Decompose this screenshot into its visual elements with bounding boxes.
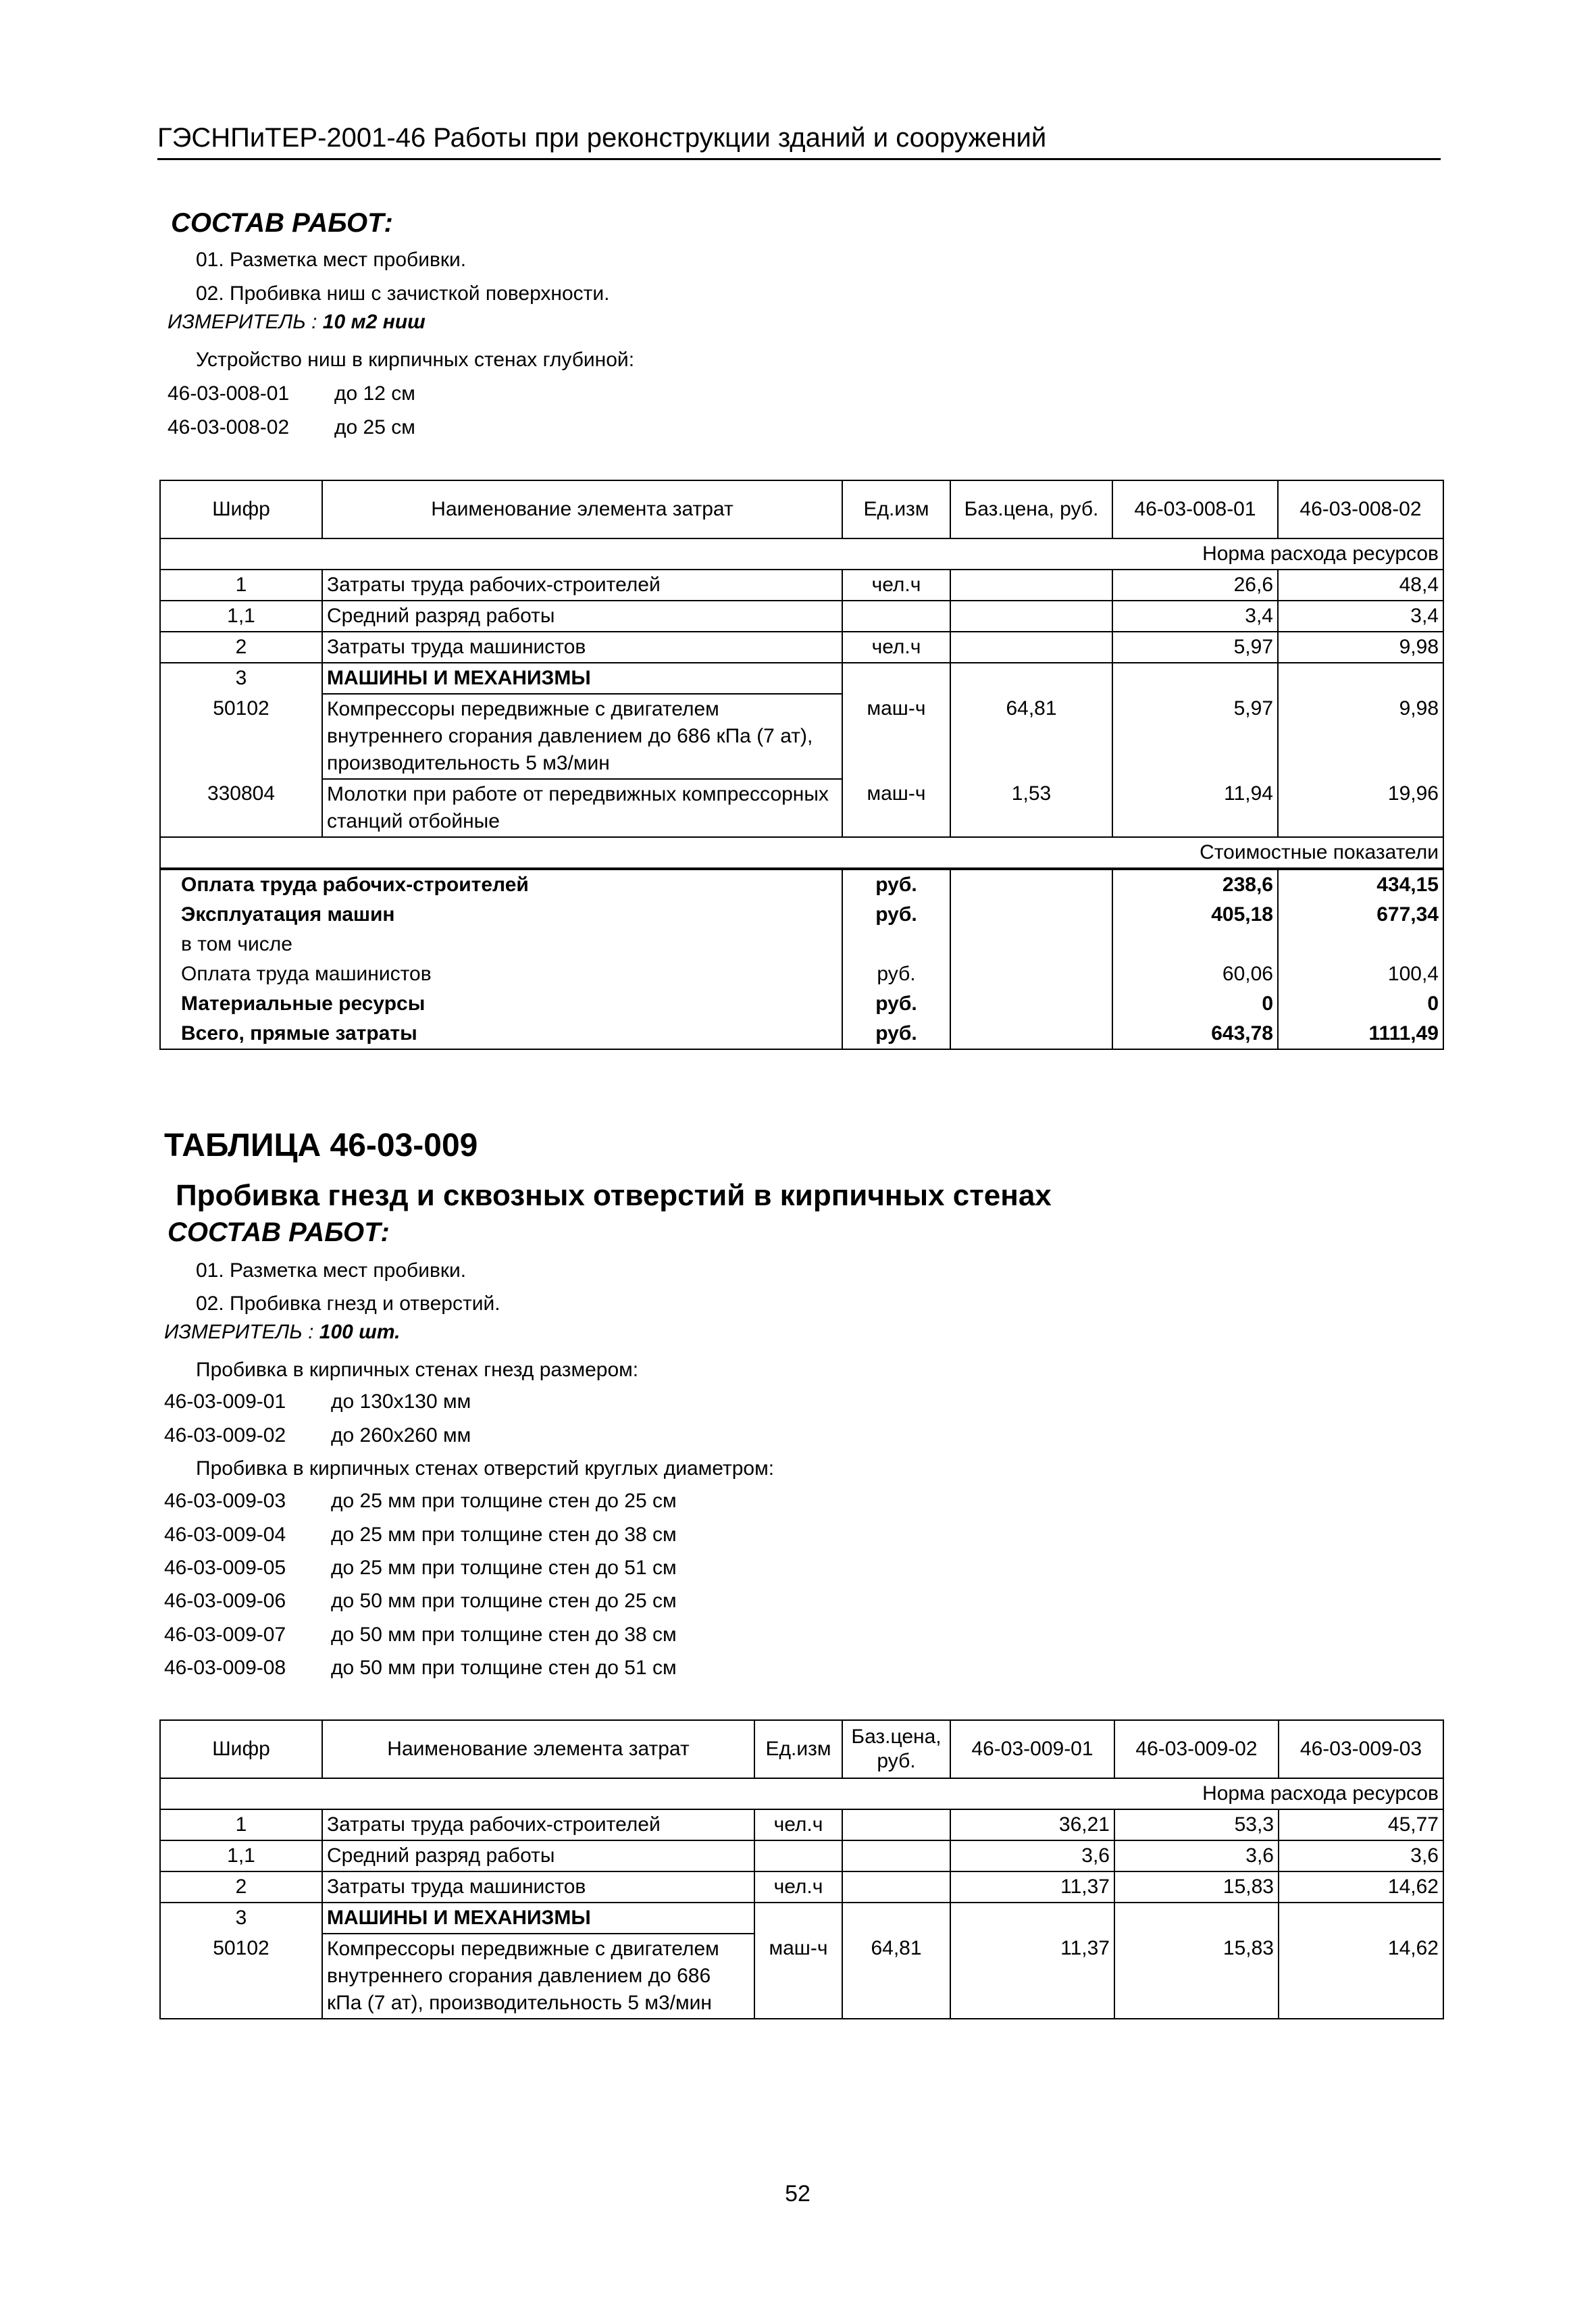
header-cell: Баз.цена, руб. bbox=[842, 1720, 950, 1778]
table-row bbox=[160, 601, 1443, 632]
cell: чел.ч bbox=[842, 570, 950, 601]
norm-label: Норма расхода ресурсов bbox=[160, 538, 1443, 570]
cell bbox=[1278, 930, 1443, 959]
work-composition-title: СОСТАВ РАБОТ: bbox=[168, 1217, 390, 1247]
cell: 14,62 bbox=[1279, 1871, 1443, 1903]
cell: 643,78 bbox=[1112, 1019, 1278, 1049]
code-text: до 25 мм при толщине стен до 51 см bbox=[331, 1557, 677, 1579]
cell bbox=[842, 1840, 950, 1871]
cost-name: Эксплуатация машин bbox=[160, 900, 842, 930]
cell bbox=[842, 663, 950, 694]
header-cell: Шифр bbox=[160, 1720, 322, 1778]
page-number: 52 bbox=[785, 2181, 810, 2207]
table-row bbox=[160, 694, 1443, 779]
cost-name: в том числе bbox=[160, 930, 842, 959]
cost-label: Стоимостные показатели bbox=[160, 837, 1443, 869]
cell: МАШИНЫ И МЕХАНИЗМЫ bbox=[322, 1903, 754, 1934]
code-text: до 50 мм при толщине стен до 38 см bbox=[331, 1624, 677, 1646]
code: 46-03-009-05 bbox=[164, 1557, 286, 1579]
cell: 26,6 bbox=[1112, 570, 1278, 601]
cell: 64,81 bbox=[950, 694, 1112, 779]
header-cell: Ед.изм bbox=[754, 1720, 842, 1778]
cost-row bbox=[160, 959, 1443, 989]
cell: 36,21 bbox=[950, 1809, 1114, 1840]
cell: 2 bbox=[160, 1871, 322, 1903]
cell bbox=[950, 930, 1112, 959]
table-row bbox=[160, 1809, 1443, 1840]
cell: 19,96 bbox=[1278, 779, 1443, 837]
cell bbox=[950, 900, 1112, 930]
cell: 11,37 bbox=[950, 1871, 1114, 1903]
table-title: ТАБЛИЦА 46-03-009 bbox=[164, 1128, 478, 1163]
code-text: до 260х260 мм bbox=[331, 1424, 471, 1447]
table-row bbox=[160, 779, 1443, 837]
table-row bbox=[160, 1934, 1443, 2019]
measure-line bbox=[168, 311, 426, 334]
work-item: 01. Разметка мест пробивки. bbox=[196, 1259, 467, 1282]
cell: 1,1 bbox=[160, 601, 322, 632]
cell: 405,18 bbox=[1112, 900, 1278, 930]
cell: 9,98 bbox=[1278, 694, 1443, 779]
cell: 5,97 bbox=[1112, 632, 1278, 663]
header-cell: 46-03-008-02 bbox=[1278, 480, 1443, 538]
code-text: до 50 мм при толщине стен до 25 см bbox=[331, 1590, 677, 1612]
cell: Компрессоры передвижные с двигателем внутреннего сгорания давлением до 686 кПа (7 ат), производительность 5 м3/мин bbox=[322, 1934, 754, 2019]
cell: 1,53 bbox=[950, 779, 1112, 837]
cell bbox=[842, 1809, 950, 1840]
code: 46-03-008-02 bbox=[168, 416, 290, 438]
cell: 434,15 bbox=[1278, 869, 1443, 900]
code: 46-03-009-02 bbox=[164, 1424, 286, 1447]
cell: чел.ч bbox=[754, 1871, 842, 1903]
table-row bbox=[160, 632, 1443, 663]
cell bbox=[842, 930, 950, 959]
cost-label-row bbox=[160, 837, 1443, 869]
cell: 330804 bbox=[160, 779, 322, 837]
norm-label: Норма расхода ресурсов bbox=[160, 1778, 1443, 1809]
cost-name: Материальные ресурсы bbox=[160, 989, 842, 1019]
cell: 5,97 bbox=[1112, 694, 1278, 779]
cell: руб. bbox=[842, 900, 950, 930]
cell: 53,3 bbox=[1114, 1809, 1279, 1840]
cell: 1 bbox=[160, 570, 322, 601]
cell: 50102 bbox=[160, 694, 322, 779]
cell: маш-ч bbox=[842, 779, 950, 837]
code: 46-03-009-03 bbox=[164, 1490, 286, 1512]
table-row bbox=[160, 1871, 1443, 1903]
cell bbox=[950, 869, 1112, 900]
cell: 1,1 bbox=[160, 1840, 322, 1871]
cell: 100,4 bbox=[1278, 959, 1443, 989]
table-header-row bbox=[160, 1720, 1443, 1778]
cost-row bbox=[160, 989, 1443, 1019]
cell: МАШИНЫ И МЕХАНИЗМЫ bbox=[322, 663, 842, 694]
cell bbox=[950, 601, 1112, 632]
table-row bbox=[160, 570, 1443, 601]
cell: маш-ч bbox=[842, 694, 950, 779]
cell: 15,83 bbox=[1114, 1871, 1279, 1903]
cell: 3,6 bbox=[1114, 1840, 1279, 1871]
table-row bbox=[160, 663, 1443, 694]
cell: 1111,49 bbox=[1278, 1019, 1443, 1049]
cost-row bbox=[160, 900, 1443, 930]
cell: 0 bbox=[1112, 989, 1278, 1019]
cell bbox=[1112, 930, 1278, 959]
cell bbox=[842, 1903, 950, 1934]
measure-label: ИЗМЕРИТЕЛЬ : bbox=[164, 1321, 314, 1343]
cell bbox=[842, 1871, 950, 1903]
cell: 238,6 bbox=[1112, 869, 1278, 900]
resource-table-009 bbox=[159, 1719, 1444, 2019]
cell bbox=[842, 601, 950, 632]
work-composition-title: СОСТАВ РАБОТ: bbox=[171, 208, 393, 238]
norm-label-row bbox=[160, 538, 1443, 570]
table-row bbox=[160, 1903, 1443, 1934]
cell: чел.ч bbox=[754, 1809, 842, 1840]
cost-row bbox=[160, 869, 1443, 900]
table-name: Пробивка гнезд и сквозных отверстий в кирпичных стенах bbox=[176, 1179, 1052, 1212]
header-cell: Ед.изм bbox=[842, 480, 950, 538]
cell bbox=[1279, 1903, 1443, 1934]
cell: Затраты труда рабочих-строителей bbox=[322, 1809, 754, 1840]
description: Устройство ниш в кирпичных стенах глубиной: bbox=[196, 349, 635, 371]
header-cell: 46-03-009-02 bbox=[1114, 1720, 1279, 1778]
header-cell: 46-03-009-03 bbox=[1279, 1720, 1443, 1778]
cell bbox=[950, 1019, 1112, 1049]
cell: Затраты труда машинистов bbox=[322, 1871, 754, 1903]
code-text: до 130х130 мм bbox=[331, 1390, 471, 1413]
code: 46-03-009-07 bbox=[164, 1624, 286, 1646]
code-text: до 50 мм при толщине стен до 51 см bbox=[331, 1657, 677, 1679]
code: 46-03-009-01 bbox=[164, 1390, 286, 1413]
cell: Молотки при работе от передвижных компрессорных станций отбойные bbox=[322, 779, 842, 837]
description: Пробивка в кирпичных стенах отверстий круглых диаметром: bbox=[196, 1457, 775, 1480]
cell: 3 bbox=[160, 663, 322, 694]
table-row bbox=[160, 1840, 1443, 1871]
cell: 60,06 bbox=[1112, 959, 1278, 989]
norm-label-row bbox=[160, 1778, 1443, 1809]
cell: 677,34 bbox=[1278, 900, 1443, 930]
cell: маш-ч bbox=[754, 1934, 842, 2019]
cell: 3,4 bbox=[1278, 601, 1443, 632]
cell bbox=[754, 1903, 842, 1934]
cell bbox=[950, 663, 1112, 694]
header-cell: Шифр bbox=[160, 480, 322, 538]
cell: 2 bbox=[160, 632, 322, 663]
cell: руб. bbox=[842, 959, 950, 989]
cell bbox=[950, 632, 1112, 663]
cell bbox=[950, 989, 1112, 1019]
cell: Затраты труда машинистов bbox=[322, 632, 842, 663]
code-text: до 25 см bbox=[334, 416, 415, 438]
cell: 45,77 bbox=[1279, 1809, 1443, 1840]
cost-row bbox=[160, 1019, 1443, 1049]
code: 46-03-009-06 bbox=[164, 1590, 286, 1612]
header-cell: Наименование элемента затрат bbox=[322, 1720, 754, 1778]
code-text: до 12 см bbox=[334, 382, 415, 405]
cell: 50102 bbox=[160, 1934, 322, 2019]
cell: 0 bbox=[1278, 989, 1443, 1019]
cell: 3,6 bbox=[1279, 1840, 1443, 1871]
table-header-row bbox=[160, 480, 1443, 538]
cost-name: Всего, прямые затраты bbox=[160, 1019, 842, 1049]
cell bbox=[950, 570, 1112, 601]
cell: Средний разряд работы bbox=[322, 601, 842, 632]
measure-line bbox=[164, 1321, 400, 1344]
cost-name: Оплата труда машинистов bbox=[160, 959, 842, 989]
code: 46-03-008-01 bbox=[168, 382, 290, 405]
cell: 64,81 bbox=[842, 1934, 950, 2019]
code-text: до 25 мм при толщине стен до 38 см bbox=[331, 1524, 677, 1546]
header-cell: 46-03-009-01 bbox=[950, 1720, 1114, 1778]
cell: 48,4 bbox=[1278, 570, 1443, 601]
cell bbox=[950, 959, 1112, 989]
measure-value: 100 шт. bbox=[319, 1321, 401, 1343]
description: Пробивка в кирпичных стенах гнезд размером: bbox=[196, 1359, 639, 1381]
header-cell: Баз.цена, руб. bbox=[950, 480, 1112, 538]
cell bbox=[1114, 1903, 1279, 1934]
cost-row bbox=[160, 930, 1443, 959]
work-item: 02. Пробивка ниш с зачисткой поверхности. bbox=[196, 282, 610, 305]
header-cell: 46-03-008-01 bbox=[1112, 480, 1278, 538]
cell bbox=[754, 1840, 842, 1871]
cell: 3,6 bbox=[950, 1840, 1114, 1871]
cost-name: Оплата труда рабочих-строителей bbox=[160, 869, 842, 900]
header-cell: Наименование элемента затрат bbox=[322, 480, 842, 538]
cell: чел.ч bbox=[842, 632, 950, 663]
cell: 9,98 bbox=[1278, 632, 1443, 663]
cell: 11,94 bbox=[1112, 779, 1278, 837]
code: 46-03-009-04 bbox=[164, 1524, 286, 1546]
work-item: 02. Пробивка гнезд и отверстий. bbox=[196, 1292, 500, 1315]
cell: 14,62 bbox=[1279, 1934, 1443, 2019]
work-item: 01. Разметка мест пробивки. bbox=[196, 249, 467, 271]
cell bbox=[950, 1903, 1114, 1934]
cell: руб. bbox=[842, 1019, 950, 1049]
cell: руб. bbox=[842, 989, 950, 1019]
code-text: до 25 мм при толщине стен до 25 см bbox=[331, 1490, 677, 1512]
cell: Средний разряд работы bbox=[322, 1840, 754, 1871]
cell: 3 bbox=[160, 1903, 322, 1934]
cell: 1 bbox=[160, 1809, 322, 1840]
document-header: ГЭСНПиТЕР-2001-46 Работы при реконструкции зданий и сооружений bbox=[157, 122, 1441, 160]
measure-value: 10 м2 ниш bbox=[322, 311, 426, 333]
cell: 15,83 bbox=[1114, 1934, 1279, 2019]
cell: Затраты труда рабочих-строителей bbox=[322, 570, 842, 601]
cell: 11,37 bbox=[950, 1934, 1114, 2019]
cell: 3,4 bbox=[1112, 601, 1278, 632]
cell: Компрессоры передвижные с двигателем внутреннего сгорания давлением до 686 кПа (7 ат), производительность 5 м3/мин bbox=[322, 694, 842, 779]
cell bbox=[1278, 663, 1443, 694]
measure-label: ИЗМЕРИТЕЛЬ : bbox=[168, 311, 317, 333]
code: 46-03-009-08 bbox=[164, 1657, 286, 1679]
cell: руб. bbox=[842, 869, 950, 900]
cell bbox=[1112, 663, 1278, 694]
resource-table-008 bbox=[159, 480, 1444, 1050]
